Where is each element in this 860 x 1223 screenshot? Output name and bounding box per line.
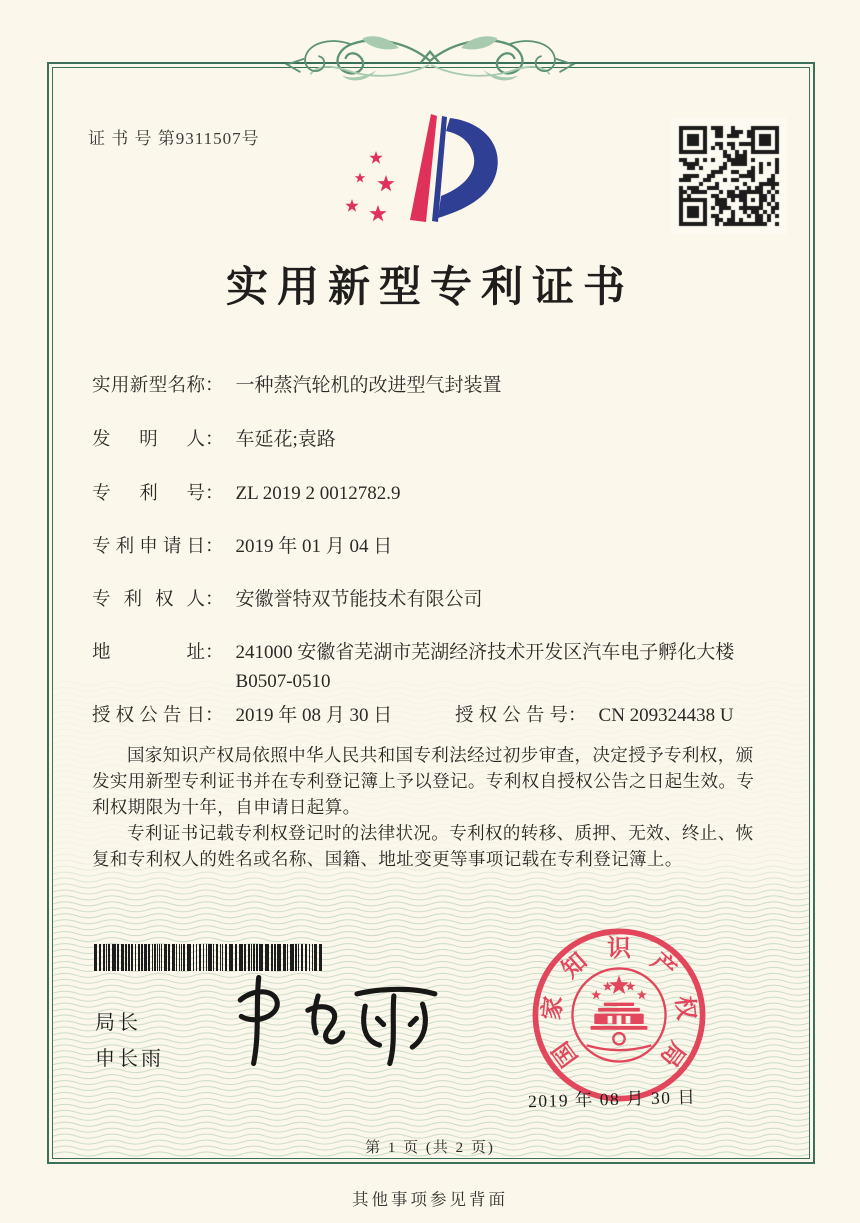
svg-text:国: 国: [548, 1036, 584, 1071]
field-colon: ：: [205, 537, 224, 557]
field-application-date: [92, 533, 792, 562]
field-label: 发明人: [92, 430, 205, 450]
field-colon: ：: [205, 484, 224, 504]
field-grant-date: [92, 702, 452, 731]
field-patentee: [92, 586, 792, 615]
signer-name: 申长雨: [95, 1048, 164, 1070]
field-label: 地址: [92, 643, 205, 663]
field-colon: ：: [205, 706, 224, 726]
paragraph-grant-statement: 国家知识产权局依照中华人民共和国专利法经过初步审查，决定授予专利权，颁发实用新型专利证书并在专利登记簿上予以登记。专利权自授权公告之日起生效。专利权期限为十年，自申请日起算。: [92, 745, 755, 817]
field-value: 241000 安徽省芜湖市芜湖经济技术开发区汽车电子孵化大楼 B0507-0510: [235, 642, 735, 692]
page-footer: 第 1 页 (共 2 页): [365, 1140, 495, 1156]
field-label: 专利号: [92, 484, 205, 504]
field-colon: ：: [205, 590, 224, 610]
svg-text:权: 权: [670, 994, 699, 1022]
field-value: 2019 年 08 月 30 日: [235, 705, 393, 726]
field-label: 实用新型名称: [92, 376, 205, 396]
svg-text:局: 局: [654, 1036, 690, 1071]
svg-text:知: 知: [557, 948, 593, 984]
qr-code: [671, 118, 787, 234]
signer-title: 局长: [95, 1012, 141, 1034]
legal-text: [92, 742, 770, 872]
svg-text:产: 产: [645, 948, 681, 984]
field-value: 一种蒸汽轮机的改进型气封装置: [235, 375, 502, 396]
national-emblem: [572, 968, 665, 1061]
field-value: 安徽誉特双节能技术有限公司: [235, 589, 483, 610]
field-value: 车延花;袁路: [235, 429, 336, 450]
cnipa-logo-icon: [338, 108, 508, 240]
field-inventors: [92, 426, 792, 455]
seal-date: 2019 年 08 月 30 日: [527, 1086, 697, 1112]
field-grant-number: [455, 702, 795, 731]
barcode: [94, 944, 322, 971]
field-colon: ：: [205, 376, 224, 396]
handwritten-signature-icon: [228, 968, 443, 1073]
field-colon: ：: [568, 706, 587, 726]
paragraph-register-statement: 专利证书记载专利权登记时的法律状况。专利权的转移、质押、无效、终止、恢复和专利权人的姓名或名称、国籍、地址变更等事项记载在专利登记簿上。: [92, 823, 754, 869]
back-note: 其他事项参见背面: [352, 1190, 508, 1209]
svg-text:家: 家: [539, 994, 568, 1022]
field-value: ZL 2019 2 0012782.9: [235, 483, 401, 504]
field-label: 专利申请日: [92, 537, 205, 557]
certificate-number: 证 书 号 第9311507号: [88, 129, 260, 148]
national-emblem-seal-icon: [524, 920, 714, 1110]
field-label: 授权公告日: [92, 706, 205, 726]
field-utility-name: [92, 372, 792, 401]
field-value: 2019 年 01 月 04 日: [235, 536, 393, 557]
svg-text:识: 识: [607, 936, 631, 963]
certificate-title: 实用新型专利证书: [225, 265, 634, 311]
field-colon: ：: [205, 643, 224, 663]
field-colon: ：: [205, 430, 224, 450]
field-patent-number: [92, 480, 792, 509]
field-label: 授权公告号: [455, 706, 568, 726]
field-value: CN 209324438 U: [598, 705, 734, 726]
field-address: [92, 639, 792, 696]
field-label: 专利权人: [92, 590, 205, 610]
